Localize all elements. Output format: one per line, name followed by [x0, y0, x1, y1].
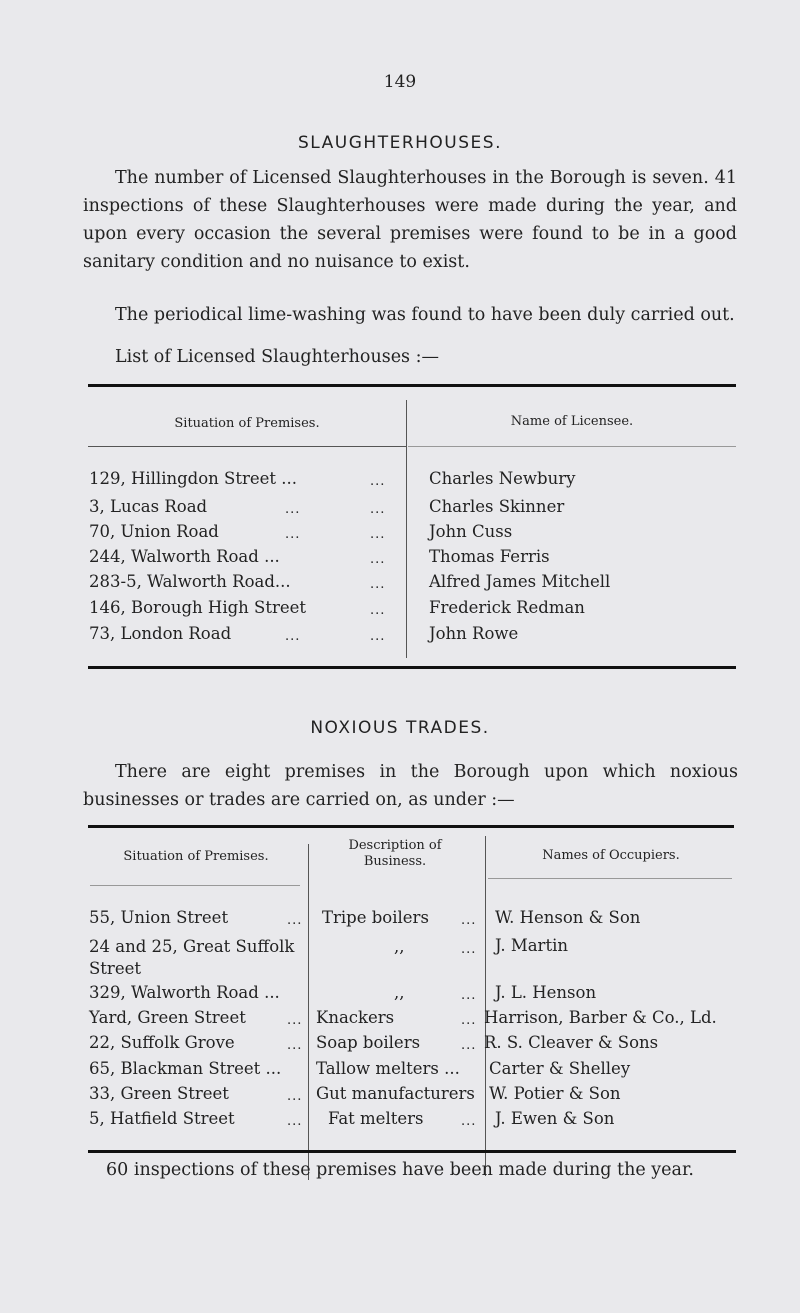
table1-licensee-2: Charles Skinner	[429, 497, 565, 516]
leader-dots: ...	[461, 913, 477, 928]
table1-header-rule-right	[408, 446, 736, 447]
table2-description-1: Tripe boilers	[322, 908, 429, 927]
slaughterhouses-paragraph	[83, 164, 737, 276]
table2-header-situation: Situation of Premises.	[123, 849, 269, 864]
table1-header-licensee: Name of Licensee.	[510, 414, 634, 429]
table2-situation-5: 22, Suffolk Grove	[89, 1033, 235, 1052]
leader-dots: ...	[285, 629, 301, 644]
list-intro	[83, 343, 683, 371]
table2-situation-4: Yard, Green Street	[89, 1008, 246, 1027]
leader-dots: ...	[370, 527, 386, 542]
table2-occupiers-3: J. L. Henson	[495, 983, 597, 1002]
leader-dots: ...	[461, 942, 477, 957]
table2-occupiers-8: J. Ewen & Son	[495, 1109, 615, 1128]
page-number: 149	[383, 72, 417, 92]
table1-licensee-6: Frederick Redman	[429, 598, 585, 617]
leader-dots: ...	[287, 1013, 303, 1028]
leader-dots: ...	[287, 1089, 303, 1104]
table1-situation-5: 283-5, Walworth Road...	[89, 572, 291, 591]
table2-occupiers-4: Harrison, Barber & Co., Ld.	[484, 1008, 717, 1027]
table1-top-rule	[88, 384, 736, 387]
leader-dots: ...	[461, 1114, 477, 1129]
table1-licensee-4: Thomas Ferris	[429, 547, 550, 566]
table2-occupiers-7: W. Potier & Son	[489, 1084, 621, 1103]
table1-column-divider	[406, 400, 407, 658]
table1-header-rule-left	[88, 446, 406, 447]
table2-occupiers-5: R. S. Cleaver & Sons	[484, 1033, 659, 1052]
table1-situation-2: 3, Lucas Road	[89, 497, 208, 516]
leader-dots: ...	[370, 552, 386, 567]
table1-situation-1: 129, Hillingdon Street ...	[89, 469, 297, 488]
table1-licensee-5: Alfred James Mitchell	[429, 572, 611, 591]
leader-dots: ...	[461, 1013, 477, 1028]
leader-dots: ...	[461, 988, 477, 1003]
leader-dots: ...	[370, 629, 386, 644]
leader-dots: ...	[285, 502, 301, 517]
leader-dots: ...	[370, 603, 386, 618]
table2-situation-8: 5, Hatfield Street	[89, 1109, 235, 1128]
leader-dots: ...	[370, 577, 386, 592]
table2-top-rule	[88, 825, 734, 828]
table2-divider-2	[485, 836, 486, 1176]
table2-header-description: Description of Business.	[348, 838, 442, 869]
table1-header-situation: Situation of Premises.	[174, 416, 320, 431]
table2-description-6: Tallow melters ...	[316, 1059, 460, 1078]
table2-description-2: ,,	[394, 937, 405, 956]
table2-situation-6: 65, Blackman Street ...	[89, 1059, 282, 1078]
slaughterhouses-heading: SLAUGHTERHOUSES.	[298, 133, 502, 153]
table2-divider-1	[308, 844, 309, 1180]
table2-header-rule-1	[90, 885, 300, 886]
table1-situation-4: 244, Walworth Road ...	[89, 547, 280, 566]
table2-situation-2: 24 and 25, Great Suffolk Street	[89, 937, 295, 978]
leader-dots: ...	[370, 502, 386, 517]
table1-situation-7: 73, London Road	[89, 624, 232, 643]
leader-dots: ...	[370, 474, 386, 489]
table2-description-8: Fat melters	[328, 1109, 424, 1128]
table2-description-4: Knackers	[316, 1008, 395, 1027]
slaughterhouses-paragraph-text: The number of Licensed Slaughterhouses in the Borough is seven. 41 inspections of these Slaughterhouses were made during the year, and upon every occasion the several premises were found to be in a good sanitary condition and no nuisance to exist.	[83, 168, 737, 272]
leader-dots: ...	[461, 1038, 477, 1053]
noxious-paragraph	[83, 758, 738, 814]
leader-dots: ...	[287, 1038, 303, 1053]
limewashing-paragraph	[83, 301, 743, 329]
leader-dots: ...	[285, 527, 301, 542]
table1-licensee-7: John Rowe	[429, 624, 519, 643]
table2-header-rule-3	[488, 878, 732, 879]
table1-situation-6: 146, Borough High Street	[89, 598, 307, 617]
limewashing-text: The periodical lime-washing was found to have been duly carried out.	[115, 305, 735, 325]
table1-situation-3: 70, Union Road	[89, 522, 219, 541]
table2-header-occupiers: Names of Occupiers.	[542, 848, 680, 863]
list-intro-text: List of Licensed Slaughterhouses :—	[115, 347, 439, 367]
leader-dots: ...	[287, 913, 303, 928]
table2-occupiers-6: Carter & Shelley	[489, 1059, 631, 1078]
table1-bottom-rule	[88, 666, 736, 669]
table2-situation-1: 55, Union Street	[89, 908, 229, 927]
table2-bottom-rule	[88, 1150, 736, 1153]
table2-description-5: Soap boilers	[316, 1033, 421, 1052]
table1-licensee-1: Charles Newbury	[429, 469, 576, 488]
table2-situation-7: 33, Green Street	[89, 1084, 229, 1103]
noxious-heading: NOXIOUS TRADES.	[310, 718, 490, 738]
inspections-footer: 60 inspections of these premises have been made during the year.	[106, 1160, 694, 1180]
table2-situation-3: 329, Walworth Road ...	[89, 983, 280, 1002]
table2-description-7: Gut manufacturers	[316, 1084, 475, 1103]
table2-occupiers-2: J. Martin	[495, 936, 568, 955]
leader-dots: ...	[287, 1114, 303, 1129]
table2-occupiers-1: W. Henson & Son	[495, 908, 641, 927]
noxious-paragraph-text: There are eight premises in the Borough upon which noxious businesses or trades are carried on, as under :—	[83, 762, 738, 810]
table1-licensee-3: John Cuss	[429, 522, 513, 541]
table2-description-3: ,,	[394, 983, 405, 1002]
